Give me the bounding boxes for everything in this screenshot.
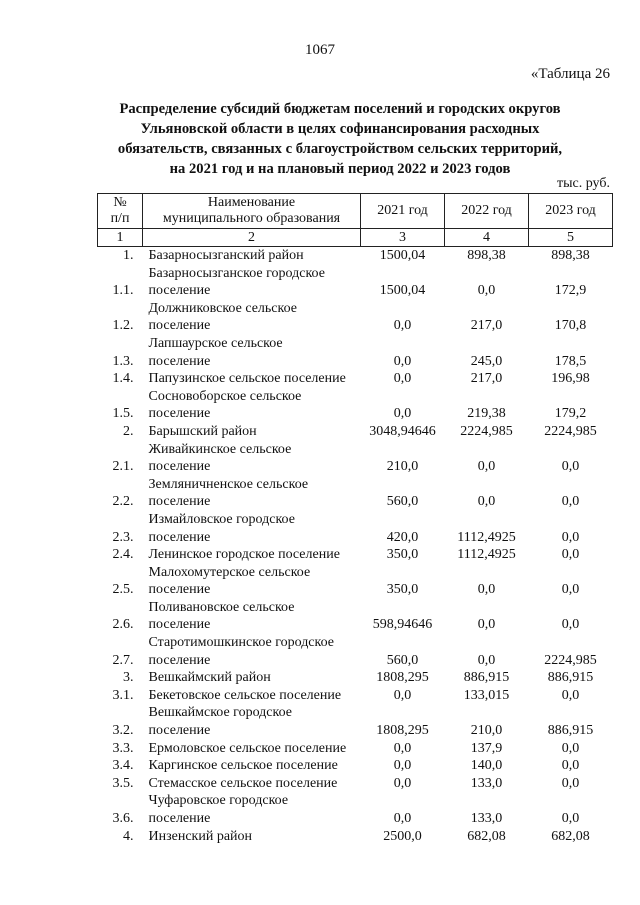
municipality-name-line: поселение [148, 406, 211, 422]
row-number: 1.3. [112, 353, 134, 369]
row-number: 3. [123, 670, 134, 686]
municipality-name [143, 476, 361, 511]
title-line: Ульяновской области в целях софинансирования расходных [140, 121, 540, 137]
header-2021: 2021 год [361, 194, 445, 229]
municipality-name-line: Каргинское сельское поселение [148, 758, 338, 774]
units-label: тыс. руб. [557, 176, 610, 191]
value-2021: 0,0 [393, 740, 412, 756]
value-2021: 0,0 [393, 371, 412, 387]
value-2022: 1112,4925 [457, 529, 516, 545]
table-row [98, 775, 613, 793]
header-number-line2: п/п [110, 211, 130, 226]
header-name [143, 194, 361, 229]
value-2022: 0,0 [477, 652, 496, 668]
table-row [98, 564, 613, 599]
municipality-name-line: поселение [148, 318, 211, 334]
table-row [98, 335, 613, 370]
value-2022: 886,915 [463, 670, 510, 686]
value-2023: 179,2 [554, 406, 587, 422]
document-title [70, 99, 610, 179]
table-row [98, 441, 613, 476]
municipality-name-line: поселение [148, 723, 211, 739]
municipality-name [143, 388, 361, 423]
municipality-name-line: поселение [148, 353, 211, 369]
row-number: 1. [123, 248, 134, 263]
municipality-name [143, 634, 361, 669]
municipality-name-line: Барышский район [148, 423, 257, 439]
municipality-name [143, 265, 361, 300]
municipality-name-line: Поливановское сельское [148, 599, 295, 615]
value-2023: 0,0 [561, 811, 580, 826]
value-2021: 598,94646 [372, 617, 433, 633]
row-number: 3.5. [112, 775, 134, 791]
table-row [98, 634, 613, 669]
value-2022: 217,0 [470, 318, 503, 334]
table-row [98, 599, 613, 634]
municipality-name-line: Живайкинское сельское [148, 441, 292, 457]
municipality-name [143, 370, 361, 388]
municipality-name-line: Земляничненское сельское [148, 476, 309, 492]
row-number: 1.5. [112, 406, 134, 422]
header-number [98, 194, 143, 229]
row-number: 2.1. [112, 459, 134, 475]
header-number-line1: № [113, 195, 127, 210]
municipality-name-line: Инзенский район [148, 828, 253, 844]
municipality-name [143, 740, 361, 758]
table-reference: «Таблица 26 [530, 66, 610, 82]
value-2022: 133,0 [470, 811, 503, 826]
value-2022: 0,0 [477, 459, 496, 475]
municipality-name [143, 564, 361, 599]
value-2023: 2224,985 [544, 423, 597, 439]
value-2021: 0,0 [393, 406, 412, 422]
municipality-name-line: Базарносызганский район [148, 248, 304, 263]
municipality-name [143, 335, 361, 370]
municipality-name-line: поселение [148, 459, 211, 475]
municipality-name-line: Лапшаурское сельское [148, 335, 283, 351]
value-2023: 0,0 [561, 459, 580, 475]
value-2021: 0,0 [393, 758, 412, 774]
value-2021: 350,0 [386, 547, 419, 563]
value-2021: 350,0 [386, 582, 419, 598]
column-index-row [98, 229, 613, 247]
municipality-name [143, 792, 361, 827]
municipality-name-line: поселение [148, 494, 211, 510]
municipality-name-line: Стемасское сельское поселение [148, 775, 338, 791]
value-2023: 196,98 [551, 371, 590, 387]
value-2022: 133,015 [463, 687, 510, 703]
municipality-name-line: Базарносызганское городское [148, 265, 325, 281]
municipality-name [143, 704, 361, 739]
row-number: 2.4. [112, 547, 134, 563]
value-2022: 0,0 [477, 582, 496, 598]
row-number: 2.5. [112, 582, 134, 598]
value-2023: 0,0 [561, 687, 580, 703]
municipality-name-line: поселение [148, 529, 211, 545]
row-number: 3.4. [112, 758, 134, 774]
table-row [98, 757, 613, 775]
row-number: 1.2. [112, 318, 134, 334]
value-2023: 170,8 [554, 318, 587, 334]
table-row [98, 546, 613, 564]
value-2021: 0,0 [393, 811, 412, 826]
table-row [98, 687, 613, 705]
row-number: 1.1. [112, 283, 134, 299]
table-header-row [98, 194, 613, 229]
municipality-name-line: Должниковское сельское [148, 300, 297, 316]
value-2022: 133,0 [470, 775, 503, 791]
column-index: 2 [143, 229, 361, 247]
value-2022: 2224,985 [460, 423, 513, 439]
value-2022: 219,38 [467, 406, 506, 422]
row-number: 4. [123, 828, 134, 844]
value-2022: 682,08 [467, 828, 506, 844]
municipality-name-line: Сосновоборское сельское [148, 388, 302, 404]
value-2022: 1112,4925 [457, 547, 516, 563]
title-line: обязательств, связанных с благоустройством сельских территорий, [117, 141, 563, 157]
value-2022: 210,0 [470, 723, 503, 739]
title-line: на 2021 год и на плановый период 2022 и 2023 годов [169, 161, 511, 177]
municipality-name [143, 300, 361, 335]
table-row [98, 370, 613, 388]
column-index: 3 [361, 229, 445, 247]
municipality-name-line: поселение [148, 652, 211, 668]
row-number: 2.2. [112, 494, 134, 510]
value-2022: 0,0 [477, 494, 496, 510]
header-name-line2: муниципального образования [162, 211, 341, 226]
municipality-name [143, 828, 361, 846]
row-number: 3.1. [112, 687, 134, 703]
value-2022: 245,0 [470, 353, 503, 369]
table-row [98, 669, 613, 687]
municipality-name-line: Бекетовское сельское поселение [148, 687, 342, 703]
table-row [98, 423, 613, 441]
table-row [98, 265, 613, 300]
municipality-name [143, 546, 361, 564]
value-2023: 0,0 [561, 529, 580, 545]
municipality-name [143, 511, 361, 546]
municipality-name-line: Вешкаймское городское [148, 705, 292, 721]
value-2021: 0,0 [393, 353, 412, 369]
municipality-name-line: Малохомутерское сельское [148, 564, 311, 580]
value-2021: 3048,94646 [369, 423, 436, 439]
municipality-name [143, 775, 361, 793]
municipality-name-line: поселение [148, 283, 211, 299]
value-2022: 0,0 [477, 283, 496, 299]
municipality-name-line: Старотимошкинское городское [148, 635, 334, 651]
value-2023: 0,0 [561, 617, 580, 633]
value-2023: 886,915 [547, 670, 594, 686]
title-line: Распределение субсидий бюджетам поселений и городских округов [119, 101, 561, 117]
value-2023: 898,38 [551, 248, 590, 263]
value-2022: 137,9 [470, 740, 503, 756]
subsidy-table [97, 193, 613, 845]
municipality-name-line: Папузинское сельское поселение [148, 371, 346, 387]
row-number: 2. [123, 423, 134, 439]
row-number: 3.3. [112, 740, 134, 756]
value-2021: 560,0 [386, 494, 419, 510]
municipality-name-line: Ермоловское сельское поселение [148, 740, 347, 756]
column-index: 4 [445, 229, 529, 247]
row-number: 3.2. [112, 723, 134, 739]
table-body [98, 247, 613, 846]
municipality-name [143, 599, 361, 634]
value-2021: 1808,295 [376, 723, 429, 739]
value-2022: 898,38 [467, 248, 506, 263]
municipality-name [143, 757, 361, 775]
value-2021: 1808,295 [376, 670, 429, 686]
value-2023: 886,915 [547, 723, 594, 739]
value-2023: 0,0 [561, 758, 580, 774]
page-number: 1067 [305, 42, 335, 58]
table-row [98, 300, 613, 335]
municipality-name [143, 687, 361, 705]
row-number: 2.3. [112, 529, 134, 545]
row-number: 1.4. [112, 371, 134, 387]
municipality-name-line: поселение [148, 617, 211, 633]
table-row [98, 828, 613, 846]
table-row [98, 792, 613, 827]
table-row [98, 476, 613, 511]
value-2021: 0,0 [393, 775, 412, 791]
row-number: 3.6. [112, 811, 134, 826]
value-2023: 178,5 [554, 353, 587, 369]
value-2023: 0,0 [561, 547, 580, 563]
value-2021: 1500,04 [379, 248, 426, 263]
value-2021: 2500,0 [383, 828, 422, 844]
value-2021: 210,0 [386, 459, 419, 475]
municipality-name [143, 247, 361, 265]
table-row [98, 704, 613, 739]
value-2021: 1500,04 [379, 283, 426, 299]
value-2023: 172,9 [554, 283, 587, 299]
municipality-name [143, 441, 361, 476]
row-number: 2.6. [112, 617, 134, 633]
value-2022: 140,0 [470, 758, 503, 774]
row-number: 2.7. [112, 652, 134, 668]
column-index: 1 [98, 229, 143, 247]
municipality-name-line: поселение [148, 582, 211, 598]
header-2022: 2022 год [445, 194, 529, 229]
municipality-name [143, 669, 361, 687]
municipality-name-line: Вешкаймский район [148, 670, 271, 686]
value-2022: 217,0 [470, 371, 503, 387]
municipality-name [143, 423, 361, 441]
value-2021: 560,0 [386, 652, 419, 668]
value-2023: 0,0 [561, 494, 580, 510]
municipality-name-line: поселение [148, 811, 211, 826]
value-2021: 0,0 [393, 318, 412, 334]
value-2023: 682,08 [551, 828, 590, 844]
value-2021: 420,0 [386, 529, 419, 545]
municipality-name-line: Чуфаровское городское [148, 793, 289, 809]
table-row [98, 247, 613, 265]
value-2023: 2224,985 [544, 652, 597, 668]
header-2023: 2023 год [529, 194, 613, 229]
value-2021: 0,0 [393, 687, 412, 703]
value-2022: 0,0 [477, 617, 496, 633]
municipality-name-line: Измайловское городское [148, 511, 295, 527]
table-row [98, 388, 613, 423]
municipality-name-line: Ленинское городское поселение [148, 547, 340, 563]
value-2023: 0,0 [561, 775, 580, 791]
table-row [98, 740, 613, 758]
value-2023: 0,0 [561, 582, 580, 598]
value-2023: 0,0 [561, 740, 580, 756]
table-row [98, 511, 613, 546]
header-name-line1: Наименование [207, 195, 296, 210]
column-index: 5 [529, 229, 613, 247]
